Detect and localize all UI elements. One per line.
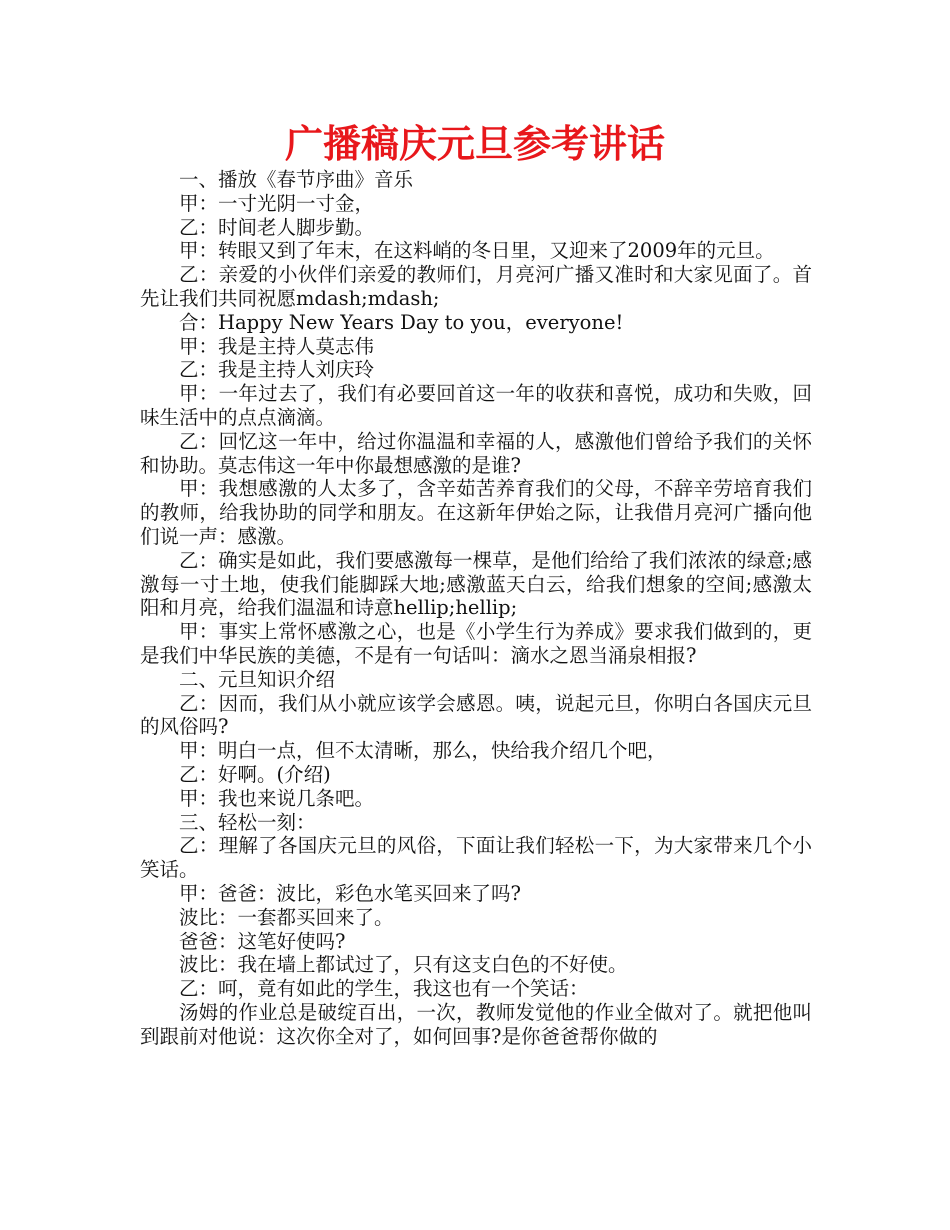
section-heading: 二、元旦知识介绍 — [179, 667, 336, 691]
paragraph: 甲：明白一点，但不太清晰，那么，快给我介绍几个吧， — [179, 739, 667, 763]
paragraph: 波比：我在墙上都试过了，只有这支白色的不好使。 — [179, 953, 628, 977]
paragraph: 波比：一套都买回来了。 — [179, 905, 394, 929]
paragraph: 甲：一寸光阴一寸金， — [179, 191, 375, 215]
paragraph: 甲：一年过去了，我们有必要回首这一年的收获和喜悦，成功和失败，回味生活中的点点滴滴。 — [140, 382, 812, 429]
paragraph: 甲：我想感激的人太多了，含辛茹苦养育我们的父母，不辞辛劳培育我们的教师，给我协助的同学和朋友。在这新年伊始之际，让我借月亮河广播向他们说一声：感激。 — [140, 477, 812, 548]
paragraph: 汤姆的作业总是破绽百出，一次，教师发觉他的作业全做对了。就把他叫到跟前对他说：这次你全对了，如何回事?是你爸爸帮你做的 — [140, 1000, 812, 1048]
document-body — [140, 168, 812, 1048]
paragraph: 乙：回忆这一年中，给过你温温和幸福的人，感激他们曾给予我们的关怀和协助。莫志伟这一年中你最想感激的是谁? — [140, 429, 812, 477]
paragraph: 一、播放《春节序曲》音乐 — [179, 168, 414, 191]
paragraph: 乙：亲爱的小伙伴们亲爱的教师们，月亮河广播又准时和大家见面了。首先让我们共同祝愿mdash;mdash; — [140, 263, 812, 310]
document-title: 广播稿庆元旦参考讲话 — [284, 122, 665, 166]
paragraph: 乙：理解了各国庆元旦的风俗，下面让我们轻松一下，为大家带来几个小笑话。 — [140, 834, 812, 882]
paragraph: 乙：时间老人脚步勤。 — [179, 215, 375, 239]
paragraph: 爸爸：这笔好使吗? — [179, 929, 346, 953]
paragraph: 甲：我是主持人莫志伟 — [179, 334, 375, 358]
paragraph: 甲：我也来说几条吧。 — [179, 786, 375, 810]
paragraph: 乙：因而，我们从小就应该学会感恩。咦，说起元旦，你明白各国庆元旦的风俗吗? — [140, 691, 812, 739]
paragraph: 乙：呵，竟有如此的学生，我这也有一个笑话： — [179, 977, 589, 1001]
section-heading: 三、轻松一刻： — [179, 810, 316, 834]
paragraph: 甲：转眼又到了年末，在这料峭的冬日里，又迎来了2009年的元旦。 — [179, 239, 775, 263]
paragraph: 甲：爸爸：波比，彩色水笔买回来了吗? — [179, 881, 521, 905]
paragraph: 合：Happy New Years Day to you，everyone! — [179, 310, 624, 334]
paragraph: 甲：事实上常怀感激之心，也是《小学生行为养成》要求我们做到的，更是我们中华民族的美德，不是有一句话叫：滴水之恩当涌泉相报? — [140, 620, 812, 667]
paragraph: 乙：我是主持人刘庆玲 — [179, 358, 375, 382]
paragraph: 乙：确实是如此，我们要感激每一棵草，是他们给给了我们浓浓的绿意;感激每一寸土地，使我们能脚踩大地;感激蓝天白云，给我们想象的空间;感激太阳和月亮，给我们温温和诗意hellip;hellip; — [140, 548, 812, 620]
paragraph: 乙：好啊。(介绍) — [179, 762, 331, 786]
